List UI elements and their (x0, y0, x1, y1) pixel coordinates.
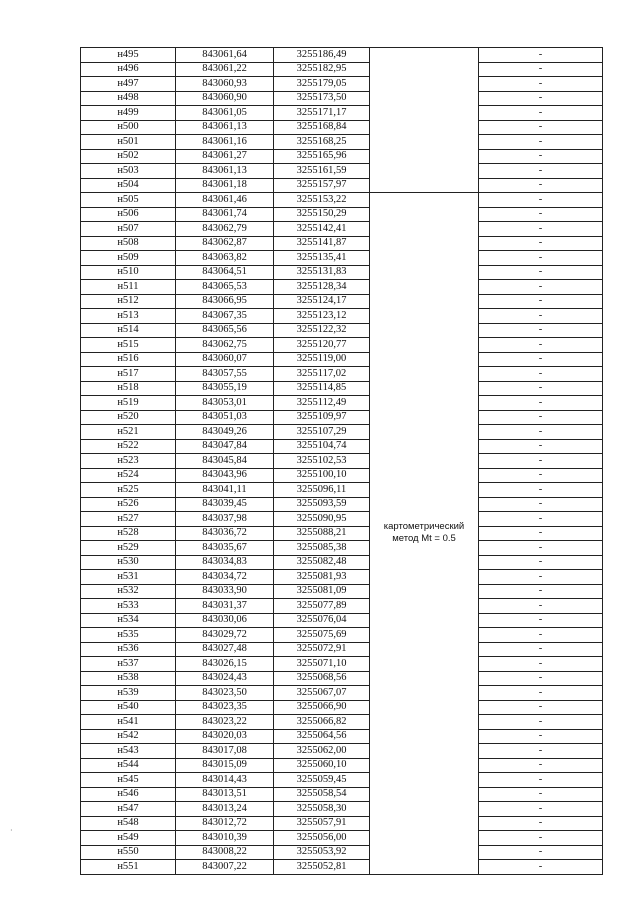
point-number-cell: н502 (81, 149, 176, 164)
y-coordinate-cell: 3255090,95 (274, 512, 370, 527)
x-coordinate-cell: 843027,48 (176, 642, 274, 657)
point-number-cell: н532 (81, 584, 176, 599)
x-coordinate-cell: 843053,01 (176, 396, 274, 411)
x-coordinate-cell: 843041,11 (176, 483, 274, 498)
method-cell-top (370, 48, 479, 193)
y-coordinate-cell: 3255077,89 (274, 599, 370, 614)
page-mark: · (10, 826, 13, 835)
table-row (81, 642, 603, 657)
description-cell: - (479, 584, 603, 599)
table-row (81, 570, 603, 585)
description-cell: - (479, 120, 603, 135)
y-coordinate-cell: 3255100,10 (274, 468, 370, 483)
table-row (81, 178, 603, 193)
description-cell: - (479, 381, 603, 396)
table-row (81, 773, 603, 788)
point-number-cell: н514 (81, 323, 176, 338)
description-cell: - (479, 251, 603, 266)
x-coordinate-cell: 843064,51 (176, 265, 274, 280)
table-row (81, 222, 603, 237)
x-coordinate-cell: 843061,13 (176, 120, 274, 135)
y-coordinate-cell: 3255102,53 (274, 454, 370, 469)
description-cell: - (479, 367, 603, 382)
point-number-cell: н496 (81, 62, 176, 77)
y-coordinate-cell: 3255112,49 (274, 396, 370, 411)
point-number-cell: н539 (81, 686, 176, 701)
table-row (81, 729, 603, 744)
description-cell: - (479, 773, 603, 788)
description-cell: - (479, 715, 603, 730)
method-cell (370, 193, 479, 875)
point-number-cell: н543 (81, 744, 176, 759)
table-row (81, 599, 603, 614)
table-row (81, 309, 603, 324)
x-coordinate-cell: 843007,22 (176, 860, 274, 875)
y-coordinate-cell: 3255135,41 (274, 251, 370, 266)
x-coordinate-cell: 843051,03 (176, 410, 274, 425)
description-cell: - (479, 468, 603, 483)
table-row (81, 48, 603, 63)
x-coordinate-cell: 843067,35 (176, 309, 274, 324)
description-cell: - (479, 483, 603, 498)
y-coordinate-cell: 3255081,93 (274, 570, 370, 585)
table-row (81, 628, 603, 643)
y-coordinate-cell: 3255060,10 (274, 758, 370, 773)
y-coordinate-cell: 3255066,82 (274, 715, 370, 730)
description-cell: - (479, 265, 603, 280)
point-number-cell: н533 (81, 599, 176, 614)
y-coordinate-cell: 3255168,84 (274, 120, 370, 135)
description-cell: - (479, 512, 603, 527)
y-coordinate-cell: 3255122,32 (274, 323, 370, 338)
description-cell: - (479, 744, 603, 759)
y-coordinate-cell: 3255109,97 (274, 410, 370, 425)
y-coordinate-cell: 3255096,11 (274, 483, 370, 498)
description-cell: - (479, 700, 603, 715)
description-cell: - (479, 410, 603, 425)
description-cell: - (479, 352, 603, 367)
y-coordinate-cell: 3255058,30 (274, 802, 370, 817)
table-row (81, 323, 603, 338)
table-row (81, 294, 603, 309)
table-row (81, 845, 603, 860)
table-row (81, 802, 603, 817)
table-row (81, 744, 603, 759)
table-row (81, 106, 603, 121)
table-row (81, 193, 603, 208)
x-coordinate-cell: 843039,45 (176, 497, 274, 512)
description-cell: - (479, 178, 603, 193)
y-coordinate-cell: 3255088,21 (274, 526, 370, 541)
table-row (81, 613, 603, 628)
description-cell: - (479, 396, 603, 411)
x-coordinate-cell: 843065,53 (176, 280, 274, 295)
point-number-cell: н522 (81, 439, 176, 454)
description-cell: - (479, 845, 603, 860)
y-coordinate-cell: 3255153,22 (274, 193, 370, 208)
point-number-cell: н528 (81, 526, 176, 541)
point-number-cell: н510 (81, 265, 176, 280)
point-number-cell: н512 (81, 294, 176, 309)
x-coordinate-cell: 843062,87 (176, 236, 274, 251)
y-coordinate-cell: 3255117,02 (274, 367, 370, 382)
x-coordinate-cell: 843023,22 (176, 715, 274, 730)
description-cell: - (479, 193, 603, 208)
x-coordinate-cell: 843023,35 (176, 700, 274, 715)
description-cell: - (479, 555, 603, 570)
y-coordinate-cell: 3255059,45 (274, 773, 370, 788)
description-cell: - (479, 323, 603, 338)
y-coordinate-cell: 3255120,77 (274, 338, 370, 353)
y-coordinate-cell: 3255068,56 (274, 671, 370, 686)
y-coordinate-cell: 3255062,00 (274, 744, 370, 759)
description-cell: - (479, 816, 603, 831)
point-number-cell: н501 (81, 135, 176, 150)
y-coordinate-cell: 3255123,12 (274, 309, 370, 324)
description-cell: - (479, 236, 603, 251)
description-cell: - (479, 62, 603, 77)
table-row (81, 265, 603, 280)
point-number-cell: н526 (81, 497, 176, 512)
description-cell: - (479, 48, 603, 63)
point-number-cell: н538 (81, 671, 176, 686)
point-number-cell: н529 (81, 541, 176, 556)
x-coordinate-cell: 843036,72 (176, 526, 274, 541)
x-coordinate-cell: 843034,72 (176, 570, 274, 585)
table-row (81, 164, 603, 179)
description-cell: - (479, 135, 603, 150)
description-cell: - (479, 207, 603, 222)
y-coordinate-cell: 3255179,05 (274, 77, 370, 92)
description-cell: - (479, 309, 603, 324)
x-coordinate-cell: 843060,90 (176, 91, 274, 106)
x-coordinate-cell: 843017,08 (176, 744, 274, 759)
y-coordinate-cell: 3255075,69 (274, 628, 370, 643)
point-number-cell: н507 (81, 222, 176, 237)
y-coordinate-cell: 3255064,56 (274, 729, 370, 744)
x-coordinate-cell: 843013,51 (176, 787, 274, 802)
x-coordinate-cell: 843023,50 (176, 686, 274, 701)
y-coordinate-cell: 3255052,81 (274, 860, 370, 875)
x-coordinate-cell: 843029,72 (176, 628, 274, 643)
point-number-cell: н519 (81, 396, 176, 411)
table-row (81, 758, 603, 773)
description-cell: - (479, 642, 603, 657)
x-coordinate-cell: 843061,22 (176, 62, 274, 77)
description-cell: - (479, 77, 603, 92)
description-cell: - (479, 164, 603, 179)
x-coordinate-cell: 843013,24 (176, 802, 274, 817)
table-row (81, 787, 603, 802)
y-coordinate-cell: 3255124,17 (274, 294, 370, 309)
x-coordinate-cell: 843034,83 (176, 555, 274, 570)
x-coordinate-cell: 843065,56 (176, 323, 274, 338)
y-coordinate-cell: 3255085,38 (274, 541, 370, 556)
description-cell: - (479, 628, 603, 643)
description-cell: - (479, 280, 603, 295)
table-row (81, 149, 603, 164)
point-number-cell: н547 (81, 802, 176, 817)
table-row (81, 62, 603, 77)
point-number-cell: н520 (81, 410, 176, 425)
description-cell: - (479, 526, 603, 541)
point-number-cell: н527 (81, 512, 176, 527)
table-row (81, 497, 603, 512)
description-cell: - (479, 338, 603, 353)
description-cell: - (479, 860, 603, 875)
y-coordinate-cell: 3255142,41 (274, 222, 370, 237)
point-number-cell: н506 (81, 207, 176, 222)
point-number-cell: н550 (81, 845, 176, 860)
y-coordinate-cell: 3255056,00 (274, 831, 370, 846)
x-coordinate-cell: 843014,43 (176, 773, 274, 788)
x-coordinate-cell: 843062,79 (176, 222, 274, 237)
y-coordinate-cell: 3255058,54 (274, 787, 370, 802)
point-number-cell: н495 (81, 48, 176, 63)
table-row (81, 715, 603, 730)
description-cell: - (479, 729, 603, 744)
description-cell: - (479, 439, 603, 454)
point-number-cell: н518 (81, 381, 176, 396)
table-row (81, 425, 603, 440)
x-coordinate-cell: 843061,13 (176, 164, 274, 179)
coordinates-table-body (81, 48, 603, 875)
point-number-cell: н508 (81, 236, 176, 251)
point-number-cell: н541 (81, 715, 176, 730)
y-coordinate-cell: 3255093,59 (274, 497, 370, 512)
point-number-cell: н531 (81, 570, 176, 585)
point-number-cell: н535 (81, 628, 176, 643)
table-row (81, 207, 603, 222)
table-row (81, 251, 603, 266)
x-coordinate-cell: 843035,67 (176, 541, 274, 556)
point-number-cell: н523 (81, 454, 176, 469)
table-row (81, 555, 603, 570)
description-cell: - (479, 454, 603, 469)
x-coordinate-cell: 843061,64 (176, 48, 274, 63)
y-coordinate-cell: 3255119,00 (274, 352, 370, 367)
point-number-cell: н551 (81, 860, 176, 875)
x-coordinate-cell: 843037,98 (176, 512, 274, 527)
y-coordinate-cell: 3255161,59 (274, 164, 370, 179)
description-cell: - (479, 149, 603, 164)
point-number-cell: н530 (81, 555, 176, 570)
table-row (81, 280, 603, 295)
y-coordinate-cell: 3255066,90 (274, 700, 370, 715)
point-number-cell: н542 (81, 729, 176, 744)
y-coordinate-cell: 3255081,09 (274, 584, 370, 599)
point-number-cell: н500 (81, 120, 176, 135)
point-number-cell: н525 (81, 483, 176, 498)
table-row (81, 671, 603, 686)
point-number-cell: н516 (81, 352, 176, 367)
x-coordinate-cell: 843061,18 (176, 178, 274, 193)
x-coordinate-cell: 843012,72 (176, 816, 274, 831)
description-cell: - (479, 787, 603, 802)
point-number-cell: н537 (81, 657, 176, 672)
y-coordinate-cell: 3255053,92 (274, 845, 370, 860)
x-coordinate-cell: 843008,22 (176, 845, 274, 860)
x-coordinate-cell: 843055,19 (176, 381, 274, 396)
x-coordinate-cell: 843020,03 (176, 729, 274, 744)
y-coordinate-cell: 3255157,97 (274, 178, 370, 193)
x-coordinate-cell: 843031,37 (176, 599, 274, 614)
table-row (81, 700, 603, 715)
table-row (81, 367, 603, 382)
x-coordinate-cell: 843030,06 (176, 613, 274, 628)
x-coordinate-cell: 843061,46 (176, 193, 274, 208)
description-cell: - (479, 541, 603, 556)
description-cell: - (479, 758, 603, 773)
point-number-cell: н546 (81, 787, 176, 802)
table-row (81, 541, 603, 556)
table-row (81, 584, 603, 599)
table-row (81, 831, 603, 846)
y-coordinate-cell: 3255076,04 (274, 613, 370, 628)
description-cell: - (479, 613, 603, 628)
point-number-cell: н503 (81, 164, 176, 179)
x-coordinate-cell: 843063,82 (176, 251, 274, 266)
description-cell: - (479, 294, 603, 309)
table-row (81, 816, 603, 831)
description-cell: - (479, 497, 603, 512)
point-number-cell: н498 (81, 91, 176, 106)
description-cell: - (479, 599, 603, 614)
y-coordinate-cell: 3255128,34 (274, 280, 370, 295)
y-coordinate-cell: 3255072,91 (274, 642, 370, 657)
table-row (81, 860, 603, 875)
point-number-cell: н504 (81, 178, 176, 193)
point-number-cell: н548 (81, 816, 176, 831)
description-cell: - (479, 657, 603, 672)
x-coordinate-cell: 843026,15 (176, 657, 274, 672)
description-cell: - (479, 106, 603, 121)
table-row (81, 396, 603, 411)
table-row (81, 657, 603, 672)
table-row (81, 512, 603, 527)
point-number-cell: н534 (81, 613, 176, 628)
y-coordinate-cell: 3255114,85 (274, 381, 370, 396)
method-label-line2: метод Mt = 0.5 (392, 533, 456, 545)
x-coordinate-cell: 843010,39 (176, 831, 274, 846)
x-coordinate-cell: 843015,09 (176, 758, 274, 773)
y-coordinate-cell: 3255107,29 (274, 425, 370, 440)
point-number-cell: н536 (81, 642, 176, 657)
description-cell: - (479, 222, 603, 237)
x-coordinate-cell: 843057,55 (176, 367, 274, 382)
table-row (81, 468, 603, 483)
description-cell: - (479, 91, 603, 106)
y-coordinate-cell: 3255071,10 (274, 657, 370, 672)
x-coordinate-cell: 843033,90 (176, 584, 274, 599)
y-coordinate-cell: 3255186,49 (274, 48, 370, 63)
y-coordinate-cell: 3255171,17 (274, 106, 370, 121)
point-number-cell: н517 (81, 367, 176, 382)
table-row (81, 410, 603, 425)
point-number-cell: н509 (81, 251, 176, 266)
x-coordinate-cell: 843066,95 (176, 294, 274, 309)
coordinates-table (80, 47, 603, 875)
y-coordinate-cell: 3255082,48 (274, 555, 370, 570)
point-number-cell: н544 (81, 758, 176, 773)
point-number-cell: н511 (81, 280, 176, 295)
y-coordinate-cell: 3255104,74 (274, 439, 370, 454)
table-row (81, 526, 603, 541)
description-cell: - (479, 570, 603, 585)
table-row (81, 135, 603, 150)
x-coordinate-cell: 843060,93 (176, 77, 274, 92)
table-row (81, 120, 603, 135)
y-coordinate-cell: 3255150,29 (274, 207, 370, 222)
table-row (81, 91, 603, 106)
point-number-cell: н549 (81, 831, 176, 846)
x-coordinate-cell: 843043,96 (176, 468, 274, 483)
description-cell: - (479, 671, 603, 686)
description-cell: - (479, 831, 603, 846)
point-number-cell: н497 (81, 77, 176, 92)
y-coordinate-cell: 3255131,83 (274, 265, 370, 280)
point-number-cell: н505 (81, 193, 176, 208)
y-coordinate-cell: 3255168,25 (274, 135, 370, 150)
y-coordinate-cell: 3255067,07 (274, 686, 370, 701)
x-coordinate-cell: 843061,05 (176, 106, 274, 121)
table-row (81, 236, 603, 251)
point-number-cell: н540 (81, 700, 176, 715)
point-number-cell: н515 (81, 338, 176, 353)
point-number-cell: н521 (81, 425, 176, 440)
x-coordinate-cell: 843060,07 (176, 352, 274, 367)
x-coordinate-cell: 843061,74 (176, 207, 274, 222)
y-coordinate-cell: 3255165,96 (274, 149, 370, 164)
x-coordinate-cell: 843024,43 (176, 671, 274, 686)
x-coordinate-cell: 843047,84 (176, 439, 274, 454)
point-number-cell: н499 (81, 106, 176, 121)
y-coordinate-cell: 3255182,95 (274, 62, 370, 77)
y-coordinate-cell: 3255173,50 (274, 91, 370, 106)
x-coordinate-cell: 843061,27 (176, 149, 274, 164)
point-number-cell: н524 (81, 468, 176, 483)
table-row (81, 454, 603, 469)
description-cell: - (479, 686, 603, 701)
table-row (81, 338, 603, 353)
description-cell: - (479, 425, 603, 440)
y-coordinate-cell: 3255057,91 (274, 816, 370, 831)
method-label-line1: картометрический (383, 521, 465, 533)
table-row (81, 381, 603, 396)
point-number-cell: н545 (81, 773, 176, 788)
y-coordinate-cell: 3255141,87 (274, 236, 370, 251)
point-number-cell: н513 (81, 309, 176, 324)
table-row (81, 77, 603, 92)
x-coordinate-cell: 843061,16 (176, 135, 274, 150)
table-row (81, 352, 603, 367)
table-row (81, 483, 603, 498)
x-coordinate-cell: 843049,26 (176, 425, 274, 440)
description-cell: - (479, 802, 603, 817)
table-row (81, 686, 603, 701)
table-row (81, 439, 603, 454)
x-coordinate-cell: 843045,84 (176, 454, 274, 469)
x-coordinate-cell: 843062,75 (176, 338, 274, 353)
